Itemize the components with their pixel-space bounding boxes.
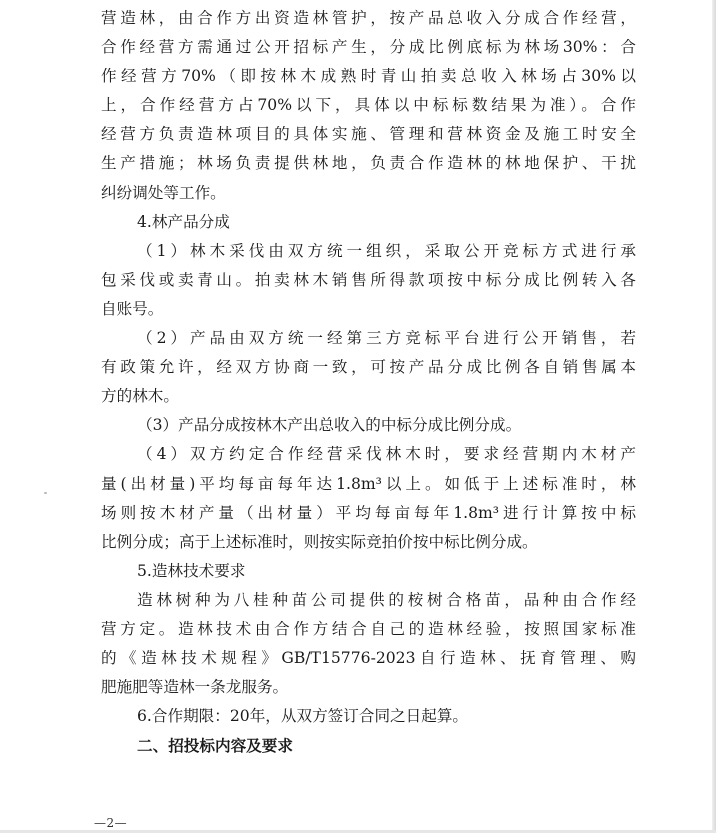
paragraph-line: 生产措施；林场负责提供林地，负责合作造林的林地保护、干扰 [101, 154, 636, 173]
paragraph-line: 量(出材量)平均每亩每年达1.8m³以上。如低于上述标准时，林 [101, 474, 636, 493]
document-body [101, 4, 636, 760]
paragraph-line-indented: （4）双方约定合作经营采伐林木时，要求经营期内木材产 [137, 445, 636, 464]
page-edge-shadow [712, 0, 716, 833]
paragraph-line: 营方定。造林技术由合作方结合自己的造林经验，按照国家标准 [101, 619, 636, 638]
paragraph-line: 作经营方70%（即按林木成熟时青山拍卖总收入林场占30%以 [101, 67, 636, 86]
paragraph-line: 经营方负责造林项目的具体实施、管理和营林资金及施工时安全 [101, 125, 636, 144]
page-number: —2— [94, 816, 128, 830]
paragraph-line: 的《造林技术规程》GB/T15776-2023自行造林、抚育管理、购 [101, 649, 636, 668]
section-heading-technique: 5.造林技术要求 [137, 561, 246, 580]
paragraph-line: 方的林木。 [101, 387, 179, 406]
paragraph-line: 合作经营方需通过公开招标产生，分成比例底标为林场30%：合 [101, 38, 636, 57]
paragraph-line: 包采伐或卖青山。拍卖林木销售所得款项按中标分成比例转入各 [101, 270, 636, 289]
paragraph-line: 纠纷调处等工作。 [101, 183, 226, 202]
section-heading-term: 6.合作期限：20年，从双方签订合同之日起算。 [137, 707, 469, 726]
paragraph-line-indented: （1）林木采伐由双方统一组织，采取公开竞标方式进行承 [137, 241, 636, 260]
paragraph-line-indented: 造林树种为八桂种苗公司提供的桉树合格苗，品种由合作经 [137, 590, 636, 609]
paragraph-line: 比例分成；高于上述标准时，则按实际竞拍价按中标比例分成。 [101, 532, 538, 551]
paragraph-line: 自账号。 [101, 299, 164, 318]
paragraph-line-indented: （2）产品由双方统一经第三方竞标平台进行公开销售，若 [137, 329, 636, 348]
paragraph-line: 场则按木材产量（出材量）平均每亩每年1.8m³进行计算按中标 [101, 503, 636, 522]
paragraph-line: 营造林，由合作方出资造林管护，按产品总收入分成合作经营， [101, 9, 636, 27]
section-heading-products: 4.林产品分成 [137, 212, 230, 231]
chapter-heading-bidding: 二、招投标内容及要求 [137, 736, 293, 756]
paragraph-line-indented: （3）产品分成按林木产出总收入的中标分成比例分成。 [137, 416, 522, 435]
paragraph-line: 上，合作经营方占70%以下，具体以中标标数结果为准）。合作 [101, 96, 636, 115]
paragraph-line: 肥施肥等造林一条龙服务。 [101, 678, 289, 697]
paragraph-line: 有政策允许，经双方协商一致，可按产品分成比例各自销售属本 [101, 358, 636, 377]
scan-speck [44, 492, 47, 494]
